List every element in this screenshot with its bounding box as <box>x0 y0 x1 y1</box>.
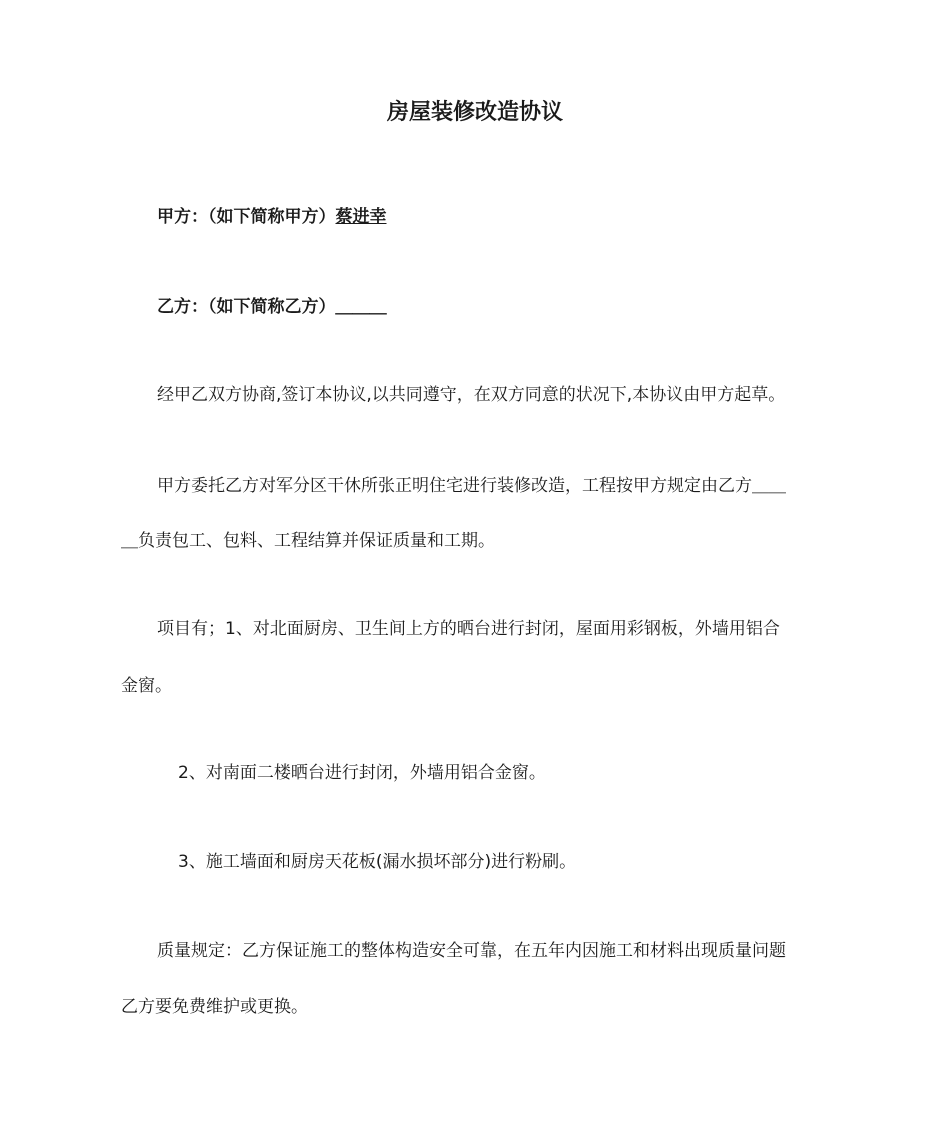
party-b-label: 乙方：（如下简称乙方） <box>157 297 336 317</box>
paragraph-agreement: 经甲乙双方协商,签订本协议,以共同遵守，在双方同意的状况下,本协议由甲方起草。 <box>157 385 786 405</box>
document-title: 房屋装修改造协议 <box>386 100 563 125</box>
paragraph-commission-line1: 甲方委托乙方对军分区干休所张正明住宅进行装修改造，工程按甲方规定由乙方＿＿ <box>157 476 786 496</box>
item-3: 3、施工墙面和厨房天花板(漏水损坏部分)进行粉刷。 <box>178 852 577 872</box>
party-a-label: 甲方：（如下简称甲方） <box>157 207 336 227</box>
items-line1: 项目有；1、对北面厨房、卫生间上方的晒台进行封闭，屋面用彩钢板，外墙用铝合 <box>157 619 780 639</box>
party-a-name: 蔡进幸 <box>335 207 387 227</box>
party-b-line <box>157 292 877 322</box>
paragraph-commission-line2: ＿负责包工、包料、工程结算并保证质量和工期。 <box>121 531 495 551</box>
quality-line1: 质量规定：乙方保证施工的整体构造安全可靠，在五年内因施工和材料出现质量问题 <box>157 941 786 961</box>
item-2: 2、对南面二楼晒台进行封闭，外墙用铝合金窗。 <box>178 763 546 783</box>
party-b-blank: ＿＿＿ <box>335 297 387 317</box>
party-a-line <box>157 202 877 232</box>
quality-line2: 乙方要免费维护或更换。 <box>121 997 308 1017</box>
items-line2: 金窗。 <box>121 676 172 696</box>
